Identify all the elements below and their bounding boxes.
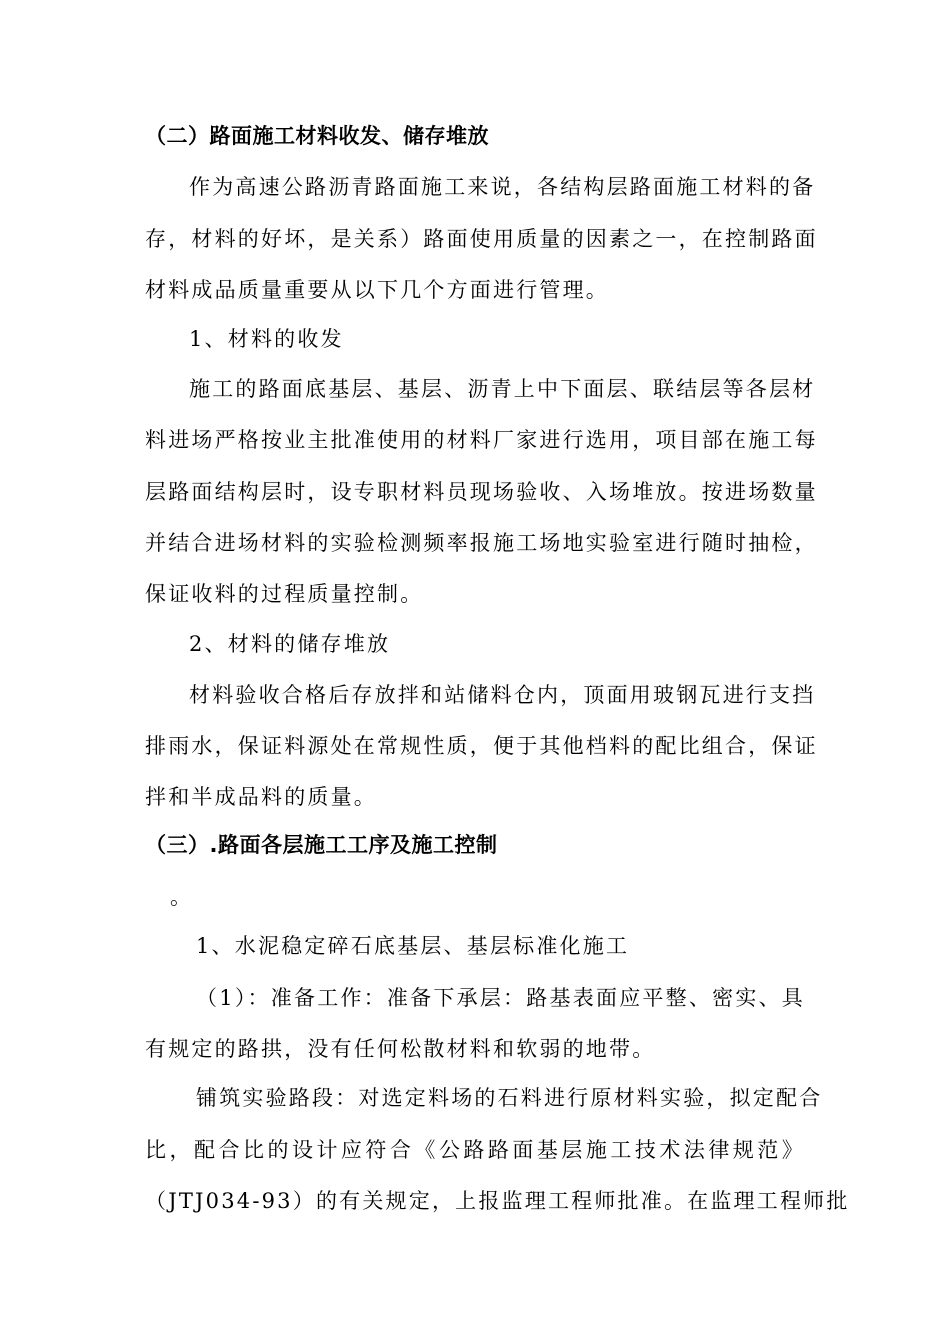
para-intro-line-1: 作为高速公路沥青路面施工来说，各结构层路面施工材料的备: [189, 175, 816, 199]
sub-1-trial-line-2: 比，配合比的设计应符合《公路路面基层施工技术法律规范》: [145, 1138, 805, 1162]
sub-1-prep-line-2: 有规定的路拱，没有任何松散材料和软弱的地带。: [145, 1037, 656, 1061]
sub-1-trial-line-1: 铺筑实验路段：对选定料场的石料进行原材料实验，拟定配合: [196, 1086, 823, 1110]
stray-mark: 。: [170, 885, 194, 909]
item-1-body-line-2: 料进场严格按业主批准使用的材料厂家进行选用，项目部在施工每: [145, 428, 818, 452]
section-heading-3: （三）.路面各层施工工序及施工控制: [145, 833, 498, 857]
item-1-body-line-1: 施工的路面底基层、基层、沥青上中下面层、联结层等各层材: [189, 377, 816, 401]
item-1-body-line-5: 保证收料的过程质量控制。: [145, 582, 424, 606]
sub-1-trial-line-3: （JTJ034-93）的有关规定，上报监理工程师批准。在监理工程师批: [145, 1189, 850, 1213]
item-2-body-line-3: 拌和半成品料的质量。: [145, 785, 377, 809]
section-heading-2: （二）路面施工材料收发、储存堆放: [145, 124, 489, 148]
sub-1-prep-line-1: （1）：准备工作：准备下承层：路基表面应平整、密实、具: [196, 986, 805, 1010]
item-2-title: 2、材料的储存堆放: [189, 632, 391, 656]
item-2-body-line-2: 排雨水，保证料源处在常规性质，便于其他档料的配比组合，保证: [145, 734, 818, 758]
para-intro-line-2: 存，材料的好坏，是关系）路面使用质量的因素之一，在控制路面: [145, 227, 818, 251]
para-intro-line-3: 材料成品质量重要从以下几个方面进行管理。: [145, 278, 609, 302]
item-1-title: 1、材料的收发: [189, 327, 344, 351]
item-2-body-line-1: 材料验收合格后存放拌和站储料仓内，顶面用玻钢瓦进行支挡: [189, 683, 816, 707]
item-1-body-line-4: 并结合进场材料的实验检测频率报施工场地实验室进行随时抽检，: [145, 531, 818, 555]
sub-1-title: 1、水泥稳定碎石底基层、基层标准化施工: [196, 934, 630, 958]
item-1-body-line-3: 层路面结构层时，设专职材料员现场验收、入场堆放。按进场数量: [145, 480, 818, 504]
